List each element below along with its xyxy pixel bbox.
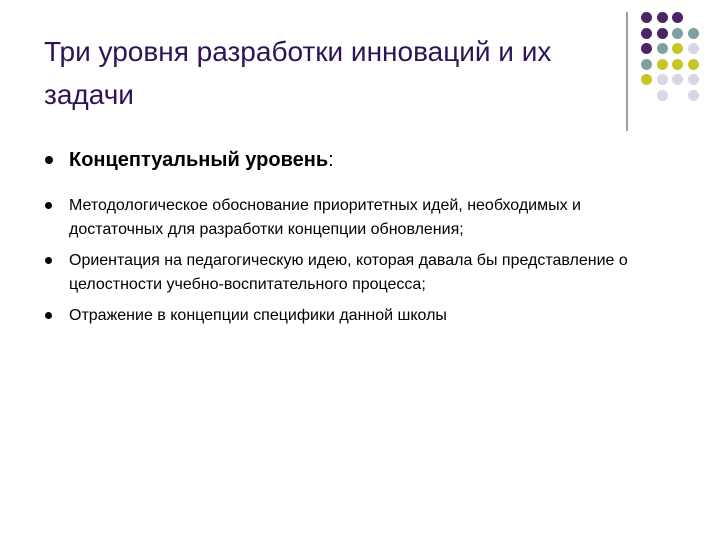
decorative-dot (641, 43, 652, 54)
bullet-item-conceptual-level (44, 146, 664, 174)
decorative-dot (641, 28, 652, 39)
decorative-dot (657, 28, 668, 39)
decorative-dot (641, 74, 652, 85)
bullet-dot-icon (45, 202, 52, 209)
decorative-dot (672, 12, 683, 23)
decorative-dot (672, 74, 683, 85)
decorative-dot (672, 28, 683, 39)
decorative-dot (688, 43, 699, 54)
decorative-dot (657, 90, 668, 101)
decorative-dot (657, 59, 668, 70)
bullet-dot-icon (45, 156, 53, 164)
vertical-divider (626, 12, 628, 131)
decorative-dot (688, 74, 699, 85)
decorative-dot (641, 59, 652, 70)
decorative-dot (657, 12, 668, 23)
decorative-dot (688, 59, 699, 70)
bullet-list (44, 146, 664, 335)
decorative-dot (688, 90, 699, 101)
decorative-dot (657, 43, 668, 54)
decorative-dot (672, 59, 683, 70)
bullet-item-orientation (44, 249, 664, 297)
decorative-dot (641, 12, 652, 23)
bullet-dot-icon (45, 312, 52, 319)
bullet-item-methodology (44, 194, 664, 242)
bullet-text: Методологическое обоснование приоритетных идей, необходимых и достаточных для разработки концепции обновления; (69, 197, 581, 238)
bullet-item-school-specifics (44, 304, 664, 328)
slide-title: Три уровня разработки инноваций и их задачи (44, 36, 552, 110)
bullet-text: Ориентация на педагогическую идею, которая давала бы представление о целостности учебно-воспитательного процесса; (69, 252, 628, 293)
bullet-text: Отражение в концепции специфики данной школы (69, 307, 447, 324)
decorative-dot (657, 74, 668, 85)
decorative-dot (672, 43, 683, 54)
bullet-heading-text: Концептуальный уровень (69, 149, 329, 171)
bullet-heading-colon: : (328, 149, 334, 171)
bullet-dot-icon (45, 257, 52, 264)
decorative-dot (688, 28, 699, 39)
